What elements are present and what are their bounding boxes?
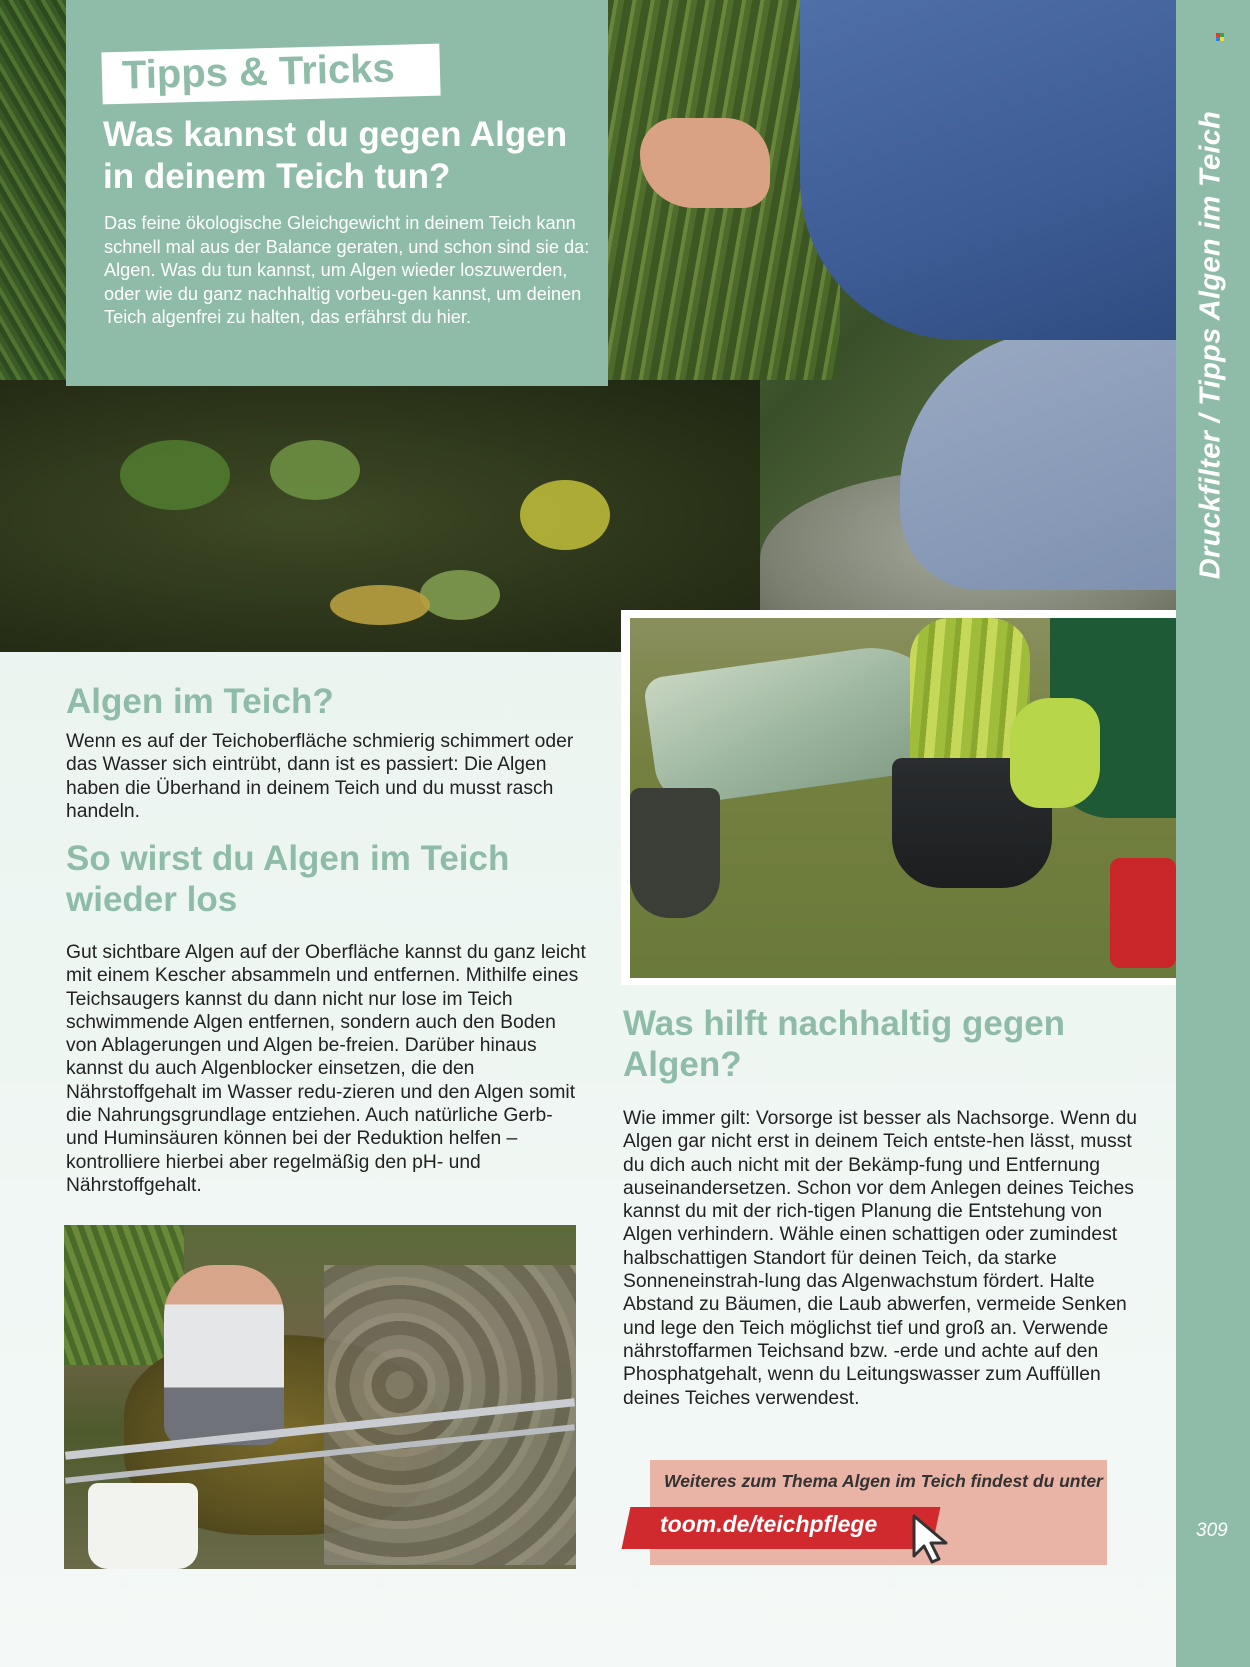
sidebar-title: Druckfilter / Tipps Algen im Teich (1194, 110, 1227, 580)
heading-algen-im-teich: Algen im Teich? (66, 682, 334, 721)
callout-text: Weiteres zum Thema Algen im Teich findest du unter (664, 1471, 1103, 1491)
cursor-arrow-icon (908, 1512, 962, 1566)
color-registration-icon (1216, 33, 1224, 41)
photo-planting-pot (630, 618, 1176, 978)
tag-label: Tipps & Tricks (121, 46, 396, 98)
text-nachhaltig: Wie immer gilt: Vorsorge ist besser als Nachsorge. Wenn du Algen gar nicht erst in deinem Teich entste-hen lässt, musst du dich auch nicht mit der Bekämp-fung und Entfernung auseinandersetzen. Schon vor dem Anlegen deines Teiches kannst du mit der rich-tigen Planung die Entstehung von Algen verhindern. Wähle einen schattigen oder zumindest halbschattigen Standort für deinen Teich, da starke Sonneneinstrah-lung das Algenwachstum fördert. Halte Abstand zu Bäumen, die Laub abwerfen, vermeide Senken und lege den Teich möglichst tief und groß an. Verwende nährstoffarmen Teichsand bzw. -erde und achte auf den Phosphatgehalt, wenn du Leitungswasser zum Auffüllen deines Teiches verwendest. (623, 1108, 1138, 1409)
intro-text: Das feine ökologische Gleichgewicht in deinem Teich kann schnell mal aus der Balance geraten, und schon sind sie da: Algen. Was du tun kannst, um Algen wieder loszuwerden, oder wie du ganz nachhaltig vorbeu-gen kannst, um deinen Teich algenfrei zu halten, das erfährst du hier. (104, 213, 590, 327)
heading-algen-loswerden: So wirst du Algen im Teich wieder los (66, 839, 510, 919)
intro-title: Was kannst du gegen Algen in deinem Teich tun? (103, 115, 568, 196)
heading-nachhaltig: Was hilft nachhaltig gegen Algen? (623, 1004, 1066, 1084)
teichpflege-link[interactable]: toom.de/teichpflege (660, 1511, 878, 1537)
text-algen-im-teich: Wenn es auf der Teichoberfläche schmierig schimmert oder das Wasser sich eintrübt, dann ist es passiert: Die Algen haben die Überhand in deinem Teich und du musst rasch handeln. (66, 731, 574, 822)
page-number: 309 (1196, 1520, 1228, 1541)
text-algen-loswerden: Gut sichtbare Algen auf der Oberfläche kannst du ganz leicht mit einem Kescher absammeln und entfernen. Mithilfe eines Teichsaugers kannst du dann nicht nur lose im Teich schwimmende Algen entfernen, sondern auch den Boden von Ablagerungen und Algen be-freien. Darüber hinaus kannst du auch Algenblocker einsetzen, die den Nährstoffgehalt im Wasser redu-zieren und den Algen somit die Nahrungsgrundlage entziehen. Auch natürliche Gerb- und Huminsäuren können bei der Reduktion helfen – kontrolliere hierbei aber regelmäßig den pH- und Nährstoffgehalt. (66, 942, 586, 1196)
photo-pond-cleaning (64, 1225, 576, 1569)
